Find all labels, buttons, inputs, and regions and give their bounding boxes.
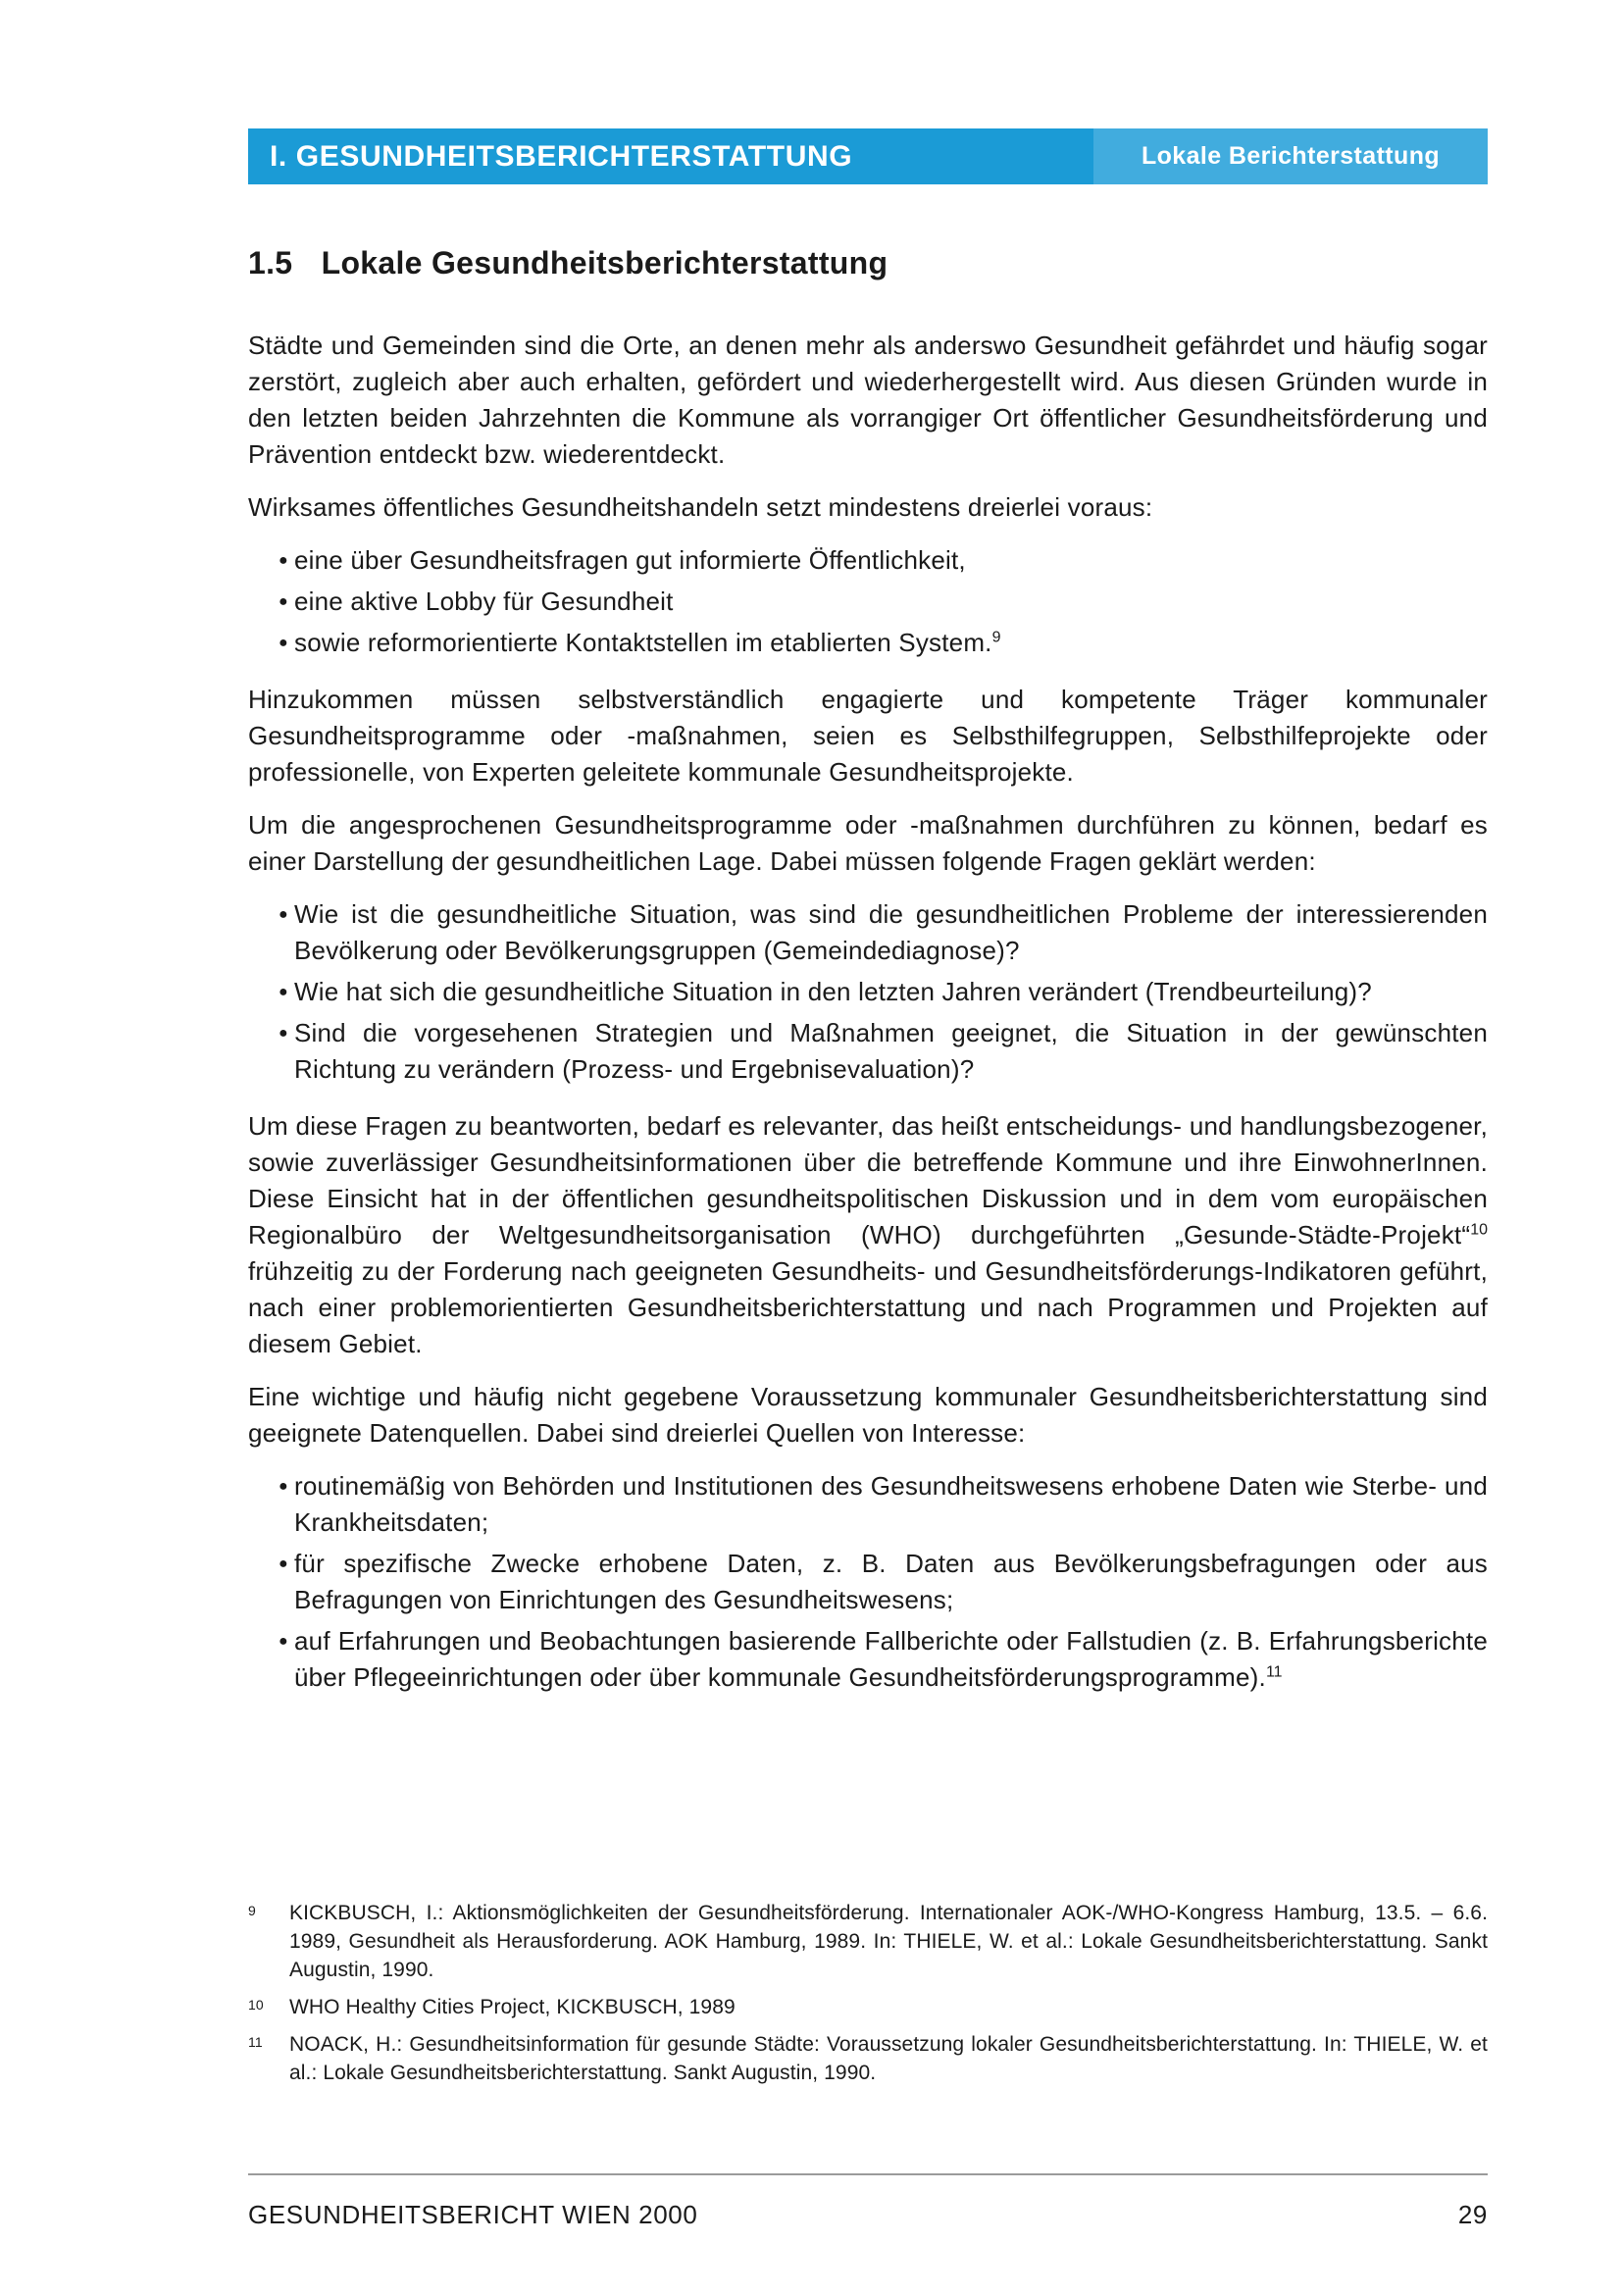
paragraph-text-part: Um diese Fragen zu beantworten, bedarf es relevanter, das heißt entscheidungs- und handlungsbezogener, sowie zuverlässiger Gesundheitsinformationen über die betreffende Kommune und ihre EinwohnerInnen. Diese Einsicht hat in der öffentlichen gesundheitspolitischen Diskussion und in dem vom europäischen Regionalbüro der Weltgesundheitsorganisation (WHO) durchgeführten „Gesunde-Städte-Projekt“ [248, 1111, 1488, 1249]
list-item-text: Wie ist die gesundheitliche Situation, was sind die gesundheitlichen Probleme der interessierenden Bevölkerung oder Bevölkerungsgruppen (Gemeindediagnose)? [294, 899, 1488, 965]
bullet-icon: ● [279, 984, 288, 1000]
footnote-marker: 11 [248, 2034, 263, 2050]
section-title: Lokale Gesundheitsberichterstattung [321, 245, 888, 280]
paragraph-requirements-lead: Wirksames öffentliches Gesundheitshandeln setzt mindestens dreierlei voraus: [248, 492, 1153, 522]
list-item [248, 625, 1488, 661]
paragraph-text-part: frühzeitig zu der Forderung nach geeigneten Gesundheits- und Gesundheitsförderungs-Indikatoren geführt, nach einer problemorientierten Gesundheitsberichterstattung und nach Programmen und Projekten auf diesem Gebiet. [248, 1256, 1488, 1358]
chapter-header-bar [248, 128, 1488, 184]
footnote-ref-11: 11 [1265, 1663, 1283, 1681]
footnote-11 [248, 2030, 1488, 2087]
footnote-ref-9: 9 [991, 629, 1001, 646]
list-item-text-part: auf Erfahrungen und Beobachtungen basierende Fallberichte oder Fallstudien (z. B. Erfahrungsberichte über Pflegeeinrichtungen oder über kommunale Gesundheitsförderungsprogramme). [294, 1626, 1488, 1692]
list-item-text: Wie hat sich die gesundheitliche Situation in den letzten Jahren verändert (Trendbeurteilung)? [294, 977, 1372, 1006]
page-footer [248, 2173, 1488, 2230]
page-body [248, 243, 1488, 1716]
list-item [248, 1468, 1488, 1541]
list-item [248, 1546, 1488, 1618]
list-item-text [294, 1623, 1488, 1696]
bullet-list-requirements [248, 542, 1488, 661]
bullet-icon: ● [279, 552, 288, 569]
footnote-ref-10: 10 [1470, 1221, 1488, 1239]
list-item-text: routinemäßig von Behörden und Institutionen des Gesundheitswesens erhobene Daten wie Sterbe- und Krankheitsdaten; [294, 1471, 1488, 1537]
section-number: 1.5 [248, 245, 293, 280]
bullet-icon: ● [279, 1633, 288, 1650]
paragraph-carriers: Hinzukommen müssen selbstverständlich engagierte und kompetente Träger kommunaler Gesundheitsprogramme oder -maßnahmen, seien es Selbsthilfegruppen, Selbsthilfeprojekte oder professionelle, von Experten geleitete kommunale Gesundheitsprojekte. [248, 685, 1488, 787]
footnotes [248, 1899, 1488, 2096]
paragraph-questions-lead: Um die angesprochenen Gesundheitsprogramme oder -maßnahmen durchführen zu können, bedarf es einer Darstellung der gesundheitlichen Lage. Dabei müssen folgende Fragen geklärt werden: [248, 810, 1488, 876]
footnote-text: WHO Healthy Cities Project, KICKBUSCH, 1989 [289, 1996, 736, 2018]
footnote-text: NOACK, H.: Gesundheitsinformation für gesunde Städte: Voraussetzung lokaler Gesundheitsberichterstattung. In: THIELE, W. et al.: Lokale Gesundheitsberichterstattung. Sankt Augustin, 1990. [289, 2033, 1488, 2084]
footnote-marker: 10 [248, 1997, 264, 2013]
bullet-icon: ● [279, 593, 288, 610]
list-item [248, 974, 1488, 1010]
list-item [248, 1623, 1488, 1696]
bullet-icon: ● [279, 1478, 288, 1495]
list-item [248, 896, 1488, 969]
footnote-10 [248, 1993, 1488, 2021]
footer-report-title: GESUNDHEITSBERICHT WIEN 2000 [248, 2200, 698, 2229]
list-item [248, 542, 1488, 579]
list-item-text [294, 625, 1488, 661]
list-item-text-part: sowie reformorientierte Kontaktstellen im etablierten System. [294, 628, 992, 657]
section-label-band [1093, 128, 1488, 184]
list-item [248, 1015, 1488, 1088]
paragraph-intro-communes: Städte und Gemeinden sind die Orte, an denen mehr als anderswo Gesundheit gefährdet und häufig sogar zerstört, zugleich aber auch erhalten, gefördert und wiederhergestellt wird. Aus diesen Gründen wurde in den letzten beiden Jahrzehnten die Kommune als vorrangiger Ort öffentlicher Gesundheitsförderung und Prävention entdeckt bzw. wiederentdeckt. [248, 331, 1488, 469]
footnote-9 [248, 1899, 1488, 1984]
bullet-list-sources [248, 1468, 1488, 1696]
page-number: 29 [1457, 2200, 1488, 2229]
footnote-marker: 9 [248, 1903, 256, 1918]
list-item-text: eine aktive Lobby für Gesundheit [294, 586, 674, 616]
paragraph-who-project [248, 1108, 1488, 1362]
bullet-icon: ● [279, 906, 288, 923]
chapter-title-band [248, 128, 1093, 184]
footnote-text: KICKBUSCH, I.: Aktionsmöglichkeiten der Gesundheitsförderung. Internationaler AOK-/WHO-Kongress Hamburg, 13.5. – 6.6. 1989, Gesundheit als Herausforderung. AOK Hamburg, 1989. In: THIELE, W. et al.: Lokale Gesundheitsberichterstattung. Sankt Augustin, 1990. [289, 1902, 1488, 1981]
list-item [248, 584, 1488, 620]
list-item-text: eine über Gesundheitsfragen gut informierte Öffentlichkeit, [294, 545, 966, 575]
paragraph-sources-lead: Eine wichtige und häufig nicht gegebene Voraussetzung kommunaler Gesundheitsberichterstattung sind geeignete Datenquellen. Dabei sind dreierlei Quellen von Interesse: [248, 1382, 1488, 1448]
list-item-text: für spezifische Zwecke erhobene Daten, z. B. Daten aus Bevölkerungsbefragungen oder aus Befragungen von Einrichtungen des Gesundheitswesens; [294, 1549, 1488, 1614]
section-label: Lokale Berichterstattung [1141, 142, 1441, 170]
bullet-list-questions [248, 896, 1488, 1088]
list-item-text: Sind die vorgesehenen Strategien und Maßnahmen geeignet, die Situation in der gewünschten Richtung zu verändern (Prozess- und Ergebnisevaluation)? [294, 1018, 1488, 1084]
bullet-icon: ● [279, 1555, 288, 1572]
bullet-icon: ● [279, 1025, 288, 1042]
bullet-icon: ● [279, 635, 288, 651]
section-heading [248, 243, 1488, 282]
chapter-title: I. GESUNDHEITSBERICHTERSTATTUNG [270, 139, 853, 173]
